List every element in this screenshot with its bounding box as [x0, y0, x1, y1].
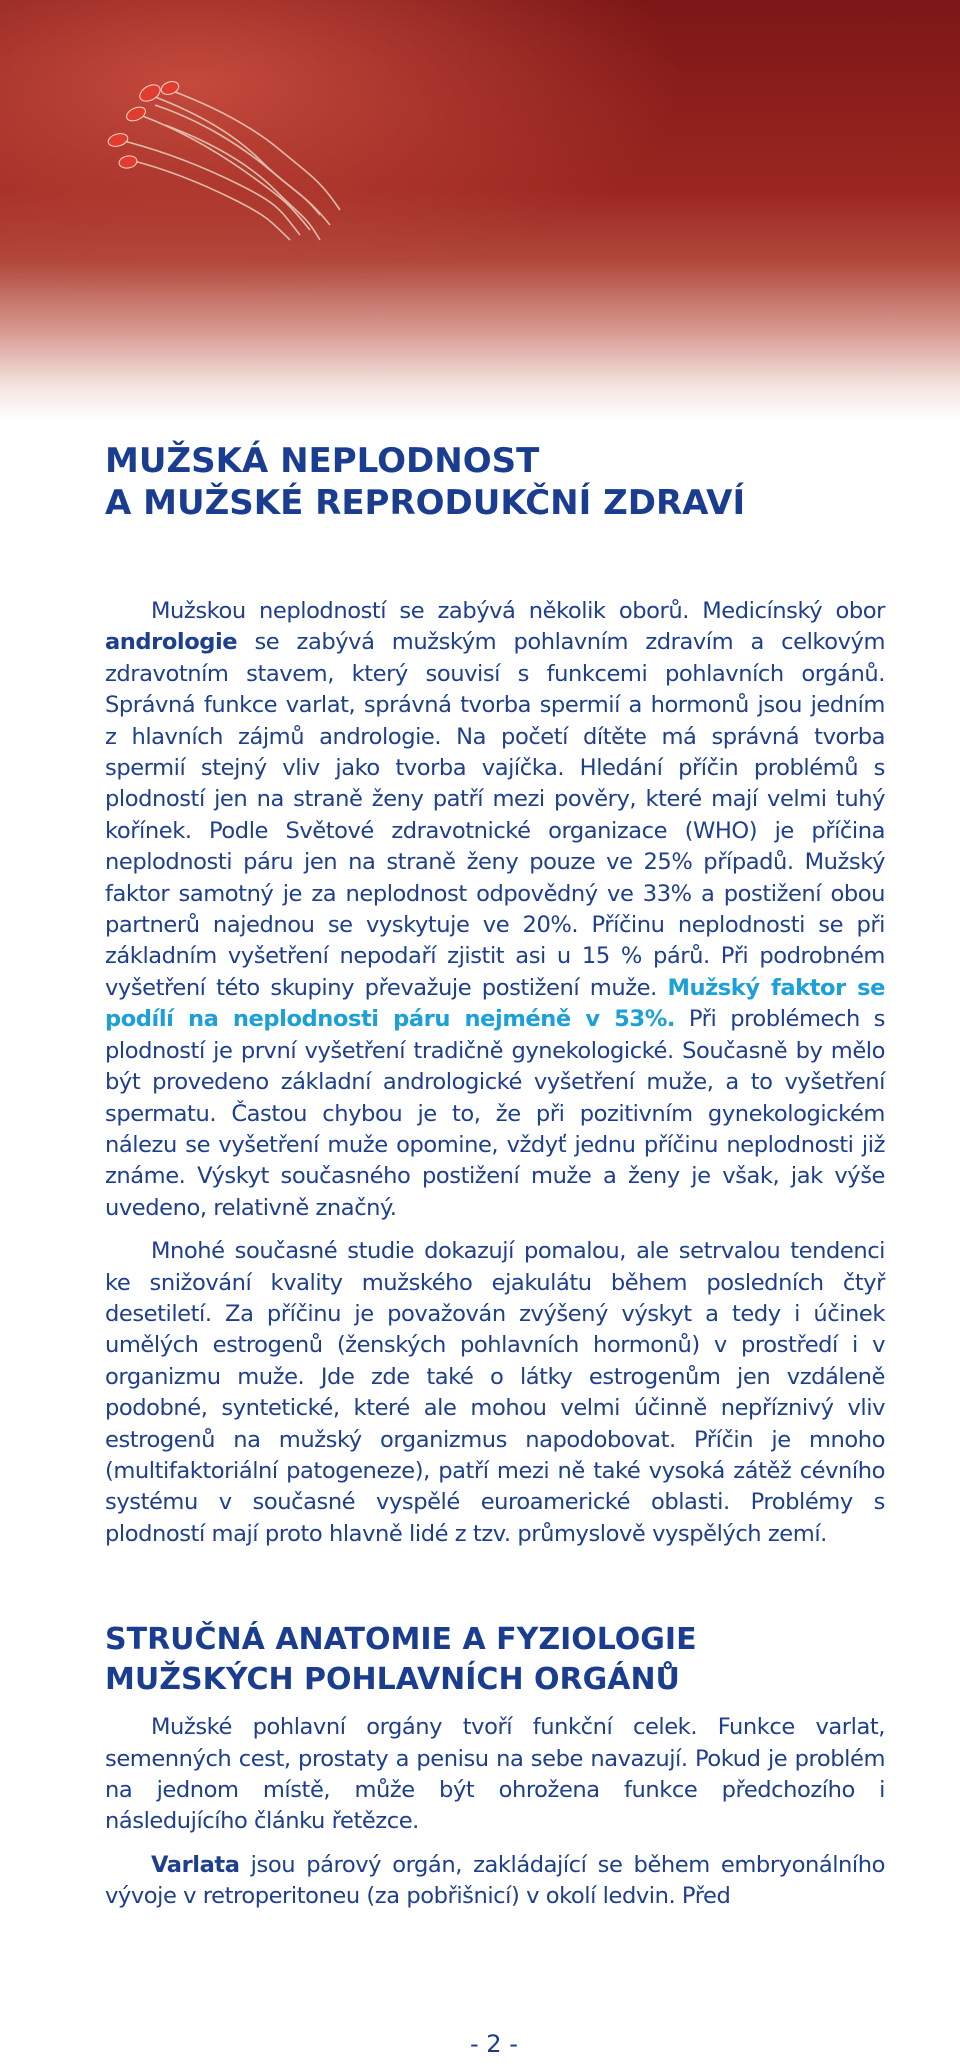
section-heading — [105, 1620, 885, 1700]
term-varlata: Varlata — [151, 1851, 240, 1878]
paragraph-varlata — [105, 1850, 885, 1913]
paragraph-text: Mužskou neplodností se zabývá několik oborů. Medicínský obor — [151, 598, 885, 624]
term-andrologie: andrologie — [105, 629, 238, 656]
main-heading-line2: A MUŽSKÉ REPRODUKČNÍ ZDRAVÍ — [105, 483, 746, 523]
paragraph-text: Při problémech s plodností je první vyšetření tradičně gynekologické. Současně by mělo být provedeno základní andrologické vyšetření muže, a to vyšetření spermatu. Častou chybou je to, že při pozitivním gynekologickém nálezu se vyšetření muže opomine, vždyť jednu příčinu neplodnosti již známe. Výskyt současného postižení muže a ženy je však, jak výše uvedeno, relativně značný. — [105, 1006, 886, 1221]
paragraph-intro — [105, 596, 885, 1224]
sperm-illustration — [0, 0, 960, 420]
section-heading-line2: MUŽSKÝCH POHLAVNÍCH ORGÁNŮ — [105, 1662, 680, 1698]
page-number-text: - 2 - — [470, 2030, 518, 2058]
paragraph-text: se zabývá mužským pohlavním zdravím a celkovým zdravotním stavem, který souvisí s funkcemi pohlavních orgánů. Správná funkce varlat, správná tvorba spermií a hormonů jsou jedním z hlavních zájmů andrologie. Na početí dítěte má správná tvorba spermií stejný vliv jako tvorba vajíčka. Hledání příčin problémů s plodností jen na straně ženy patří mezi pověry, které mají velmi tuhý kořínek. Podle Světové zdravotnické organizace (WHO) je příčina neplodnosti páru jen na straně ženy pouze ve 25% případů. Mužský faktor samotný je za neplodnost odpovědný ve 33% a postižení obou partnerů najednou se vyskytuje ve 20%. Příčinu neplodnosti se při základním vyšetření nepodaří zjistit asi u 15 % párů. Při podrobném vyšetření této skupiny převažuje postižení muže. — [105, 629, 885, 1001]
paragraph-text: jsou párový orgán, zakládající se během embryonálního vývoje v retroperitoneu (za pobřišnicí) v okolí ledvin. Před — [105, 1851, 885, 1910]
hero-image — [0, 0, 960, 420]
paragraph-studies: Mnohé současné studie dokazují pomalou, ale setrvalou tendenci ke snižování kvality mužského ejakulátu během posledních čtyř desetiletí. Za příčinu je považován zvýšený výskyt a tedy i účinek umělých estrogenů (ženských pohlavních hormonů) v prostředí i v organizmu muže. Jde zde také o látky estrogenům jen vzdáleně podobné, syntetické, které ale mohou velmi účinně nepříznivý vliv estrogenů na mužský organizmus napodobovat. Příčin je mnoho (multifaktoriální patogeneze), patří mezi ně také vysoká zátěž cévního systému v současné vyspělé euroamerické oblasti. Problémy s plodností mají proto hlavně lidé z tzv. průmyslově vyspělých zemí. — [105, 1238, 885, 1547]
article — [105, 440, 885, 1913]
main-heading — [105, 440, 885, 524]
highlight-statistic: Mužský faktor se podílí na neplodnosti páru nejméně v 53%. — [105, 974, 885, 1033]
section-heading-line1: STRUČNÁ ANATOMIE A FYZIOLOGIE — [105, 1622, 697, 1658]
main-heading-line1: MUŽSKÁ NEPLODNOST — [105, 441, 540, 481]
paragraph-anatomy: Mužské pohlavní orgány tvoří funkční celek. Funkce varlat, semenných cest, prostaty a penisu na sebe navazují. Pokud je problém na jednom místě, může být ohrožena funkce předchozího i následujícího článku řetězce. — [105, 1714, 885, 1835]
